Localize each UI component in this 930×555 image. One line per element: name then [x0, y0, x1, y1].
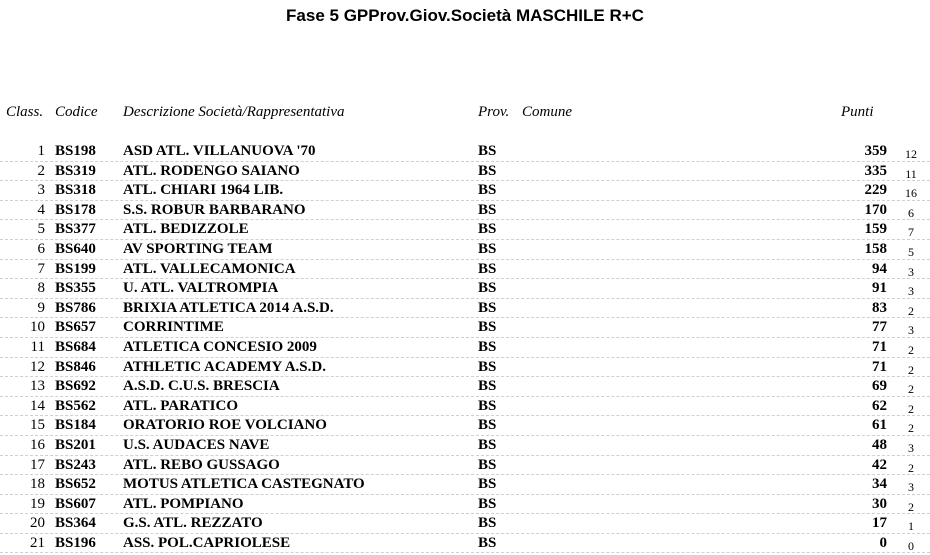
- prov-cell: BS: [478, 417, 497, 434]
- table-row: [0, 495, 930, 515]
- count-cell: 6: [908, 205, 914, 220]
- ranking-table: [0, 142, 930, 553]
- count-cell: 11: [905, 166, 917, 181]
- prov-cell: BS: [478, 397, 497, 414]
- rank-cell: 15: [30, 417, 45, 434]
- prov-cell: BS: [478, 456, 497, 473]
- description-cell: ATL. VALLECAMONICA: [123, 260, 296, 277]
- points-cell: 71: [872, 358, 887, 375]
- rank-cell: 18: [30, 476, 45, 493]
- rank-cell: 19: [30, 495, 45, 512]
- description-cell: U.S. AUDACES NAVE: [123, 436, 270, 453]
- prov-cell: BS: [478, 436, 497, 453]
- count-cell: 3: [908, 323, 914, 338]
- table-row: [0, 260, 930, 280]
- table-row: [0, 201, 930, 221]
- rank-cell: 21: [30, 534, 45, 551]
- rank-cell: 16: [30, 436, 45, 453]
- prov-cell: BS: [478, 201, 497, 218]
- header-prov: Prov.: [478, 104, 510, 120]
- header-description: Descrizione Società/Rappresentativa: [123, 104, 345, 120]
- code-cell: BS319: [55, 162, 96, 179]
- code-cell: BS377: [55, 221, 96, 238]
- count-cell: 0: [908, 538, 914, 553]
- rank-cell: 10: [30, 319, 45, 336]
- code-cell: BS318: [55, 182, 96, 199]
- points-cell: 94: [872, 260, 887, 277]
- description-cell: BRIXIA ATLETICA 2014 A.S.D.: [123, 299, 334, 316]
- rank-cell: 14: [30, 397, 45, 414]
- table-row: [0, 338, 930, 358]
- points-cell: 71: [872, 338, 887, 355]
- prov-cell: BS: [478, 260, 497, 277]
- header-class: Class.: [6, 104, 44, 120]
- rank-cell: 5: [37, 221, 45, 238]
- points-cell: 42: [872, 456, 887, 473]
- prov-cell: BS: [478, 338, 497, 355]
- description-cell: ATL. PARATICO: [123, 397, 239, 414]
- rank-cell: 12: [30, 358, 45, 375]
- points-cell: 34: [872, 476, 887, 493]
- description-cell: ATL. BEDIZZOLE: [123, 221, 249, 238]
- table-row: [0, 162, 930, 182]
- count-cell: 2: [908, 342, 914, 357]
- code-cell: BS684: [55, 338, 96, 355]
- description-cell: ATL. POMPIANO: [123, 495, 244, 512]
- description-cell: ASS. POL.CAPRIOLESE: [123, 534, 291, 551]
- table-row: [0, 240, 930, 260]
- table-row: [0, 397, 930, 417]
- code-cell: BS846: [55, 358, 96, 375]
- count-cell: 3: [908, 480, 914, 495]
- prov-cell: BS: [478, 378, 497, 395]
- code-cell: BS607: [55, 495, 96, 512]
- rank-cell: 11: [30, 338, 45, 355]
- description-cell: ATHLETIC ACADEMY A.S.D.: [123, 358, 326, 375]
- table-row: [0, 475, 930, 495]
- rank-cell: 1: [37, 143, 45, 159]
- rank-cell: 9: [37, 299, 45, 316]
- rank-cell: 17: [30, 456, 45, 473]
- code-cell: BS657: [55, 319, 96, 336]
- prov-cell: BS: [478, 534, 497, 551]
- count-cell: 12: [905, 147, 917, 161]
- header-code: Codice: [55, 104, 98, 120]
- table-row: [0, 456, 930, 476]
- points-cell: 62: [872, 397, 887, 414]
- points-cell: 83: [872, 299, 887, 316]
- rank-cell: 6: [37, 240, 45, 257]
- table-row: [0, 318, 930, 338]
- description-cell: ATL. RODENGO SAIANO: [123, 162, 300, 179]
- count-cell: 3: [908, 284, 914, 299]
- header-punti: Punti: [841, 104, 874, 120]
- rank-cell: 8: [37, 280, 45, 297]
- code-cell: BS364: [55, 515, 96, 532]
- count-cell: 2: [908, 401, 914, 416]
- rank-cell: 3: [37, 182, 45, 199]
- points-cell: 30: [872, 495, 887, 512]
- points-cell: 159: [864, 221, 887, 238]
- prov-cell: BS: [478, 358, 497, 375]
- page-title: Fase 5 GPProv.Giov.Società MASCHILE R+C: [286, 6, 644, 25]
- rank-cell: 4: [37, 201, 45, 218]
- points-cell: 77: [872, 319, 887, 336]
- description-cell: AV SPORTING TEAM: [123, 240, 273, 257]
- prov-cell: BS: [478, 240, 497, 257]
- table-row: [0, 416, 930, 436]
- count-cell: 5: [908, 244, 914, 259]
- code-cell: BS184: [55, 417, 96, 434]
- count-cell: 2: [908, 362, 914, 377]
- table-row: [0, 377, 930, 397]
- points-cell: 91: [872, 280, 887, 297]
- code-cell: BS652: [55, 476, 96, 493]
- count-cell: 2: [908, 460, 914, 475]
- table-row: [0, 181, 930, 201]
- points-cell: 229: [864, 182, 887, 199]
- count-cell: 2: [908, 421, 914, 436]
- code-cell: BS199: [55, 260, 96, 277]
- prov-cell: BS: [478, 143, 497, 159]
- table-row: [0, 358, 930, 378]
- table-row: [0, 142, 930, 162]
- description-cell: ATL. REBO GUSSAGO: [123, 456, 280, 473]
- table-row: [0, 534, 930, 554]
- count-cell: 7: [908, 225, 914, 240]
- points-cell: 17: [872, 515, 887, 532]
- table-row: [0, 299, 930, 319]
- points-cell: 158: [864, 240, 887, 257]
- points-cell: 335: [864, 162, 887, 179]
- description-cell: ASD ATL. VILLANUOVA '70: [123, 143, 316, 159]
- code-cell: BS786: [55, 299, 96, 316]
- count-cell: 3: [908, 264, 914, 279]
- count-cell: 1: [908, 519, 914, 534]
- rank-cell: 20: [30, 515, 45, 532]
- code-cell: BS196: [55, 534, 96, 551]
- prov-cell: BS: [478, 162, 497, 179]
- prov-cell: BS: [478, 280, 497, 297]
- rank-cell: 7: [37, 260, 45, 277]
- count-cell: 2: [908, 303, 914, 318]
- description-cell: S.S. ROBUR BARBARANO: [123, 201, 306, 218]
- description-cell: G.S. ATL. REZZATO: [123, 515, 263, 532]
- count-cell: 2: [908, 382, 914, 397]
- points-cell: 69: [872, 378, 887, 395]
- points-cell: 170: [864, 201, 887, 218]
- prov-cell: BS: [478, 515, 497, 532]
- count-cell: 16: [905, 186, 917, 201]
- prov-cell: BS: [478, 319, 497, 336]
- prov-cell: BS: [478, 299, 497, 316]
- table-row: [0, 514, 930, 534]
- points-cell: 359: [864, 143, 887, 159]
- description-cell: A.S.D. C.U.S. BRESCIA: [123, 378, 280, 395]
- description-cell: ORATORIO ROE VOLCIANO: [123, 417, 327, 434]
- rank-cell: 2: [37, 162, 45, 179]
- header-comune: Comune: [522, 104, 572, 120]
- code-cell: BS243: [55, 456, 96, 473]
- points-cell: 61: [872, 417, 887, 434]
- points-cell: 48: [872, 436, 887, 453]
- description-cell: CORRINTIME: [123, 319, 224, 336]
- code-cell: BS355: [55, 280, 96, 297]
- table-row: [0, 279, 930, 299]
- prov-cell: BS: [478, 182, 497, 199]
- description-cell: U. ATL. VALTROMPIA: [123, 280, 279, 297]
- points-cell: 0: [879, 534, 887, 551]
- table-row: [0, 436, 930, 456]
- prov-cell: BS: [478, 476, 497, 493]
- code-cell: BS201: [55, 436, 96, 453]
- code-cell: BS198: [55, 143, 96, 159]
- table-row: [0, 220, 930, 240]
- rank-cell: 13: [30, 378, 45, 395]
- prov-cell: BS: [478, 221, 497, 238]
- code-cell: BS640: [55, 240, 96, 257]
- count-cell: 2: [908, 499, 914, 514]
- prov-cell: BS: [478, 495, 497, 512]
- code-cell: BS562: [55, 397, 96, 414]
- count-cell: 3: [908, 440, 914, 455]
- description-cell: MOTUS ATLETICA CASTEGNATO: [123, 476, 365, 493]
- code-cell: BS692: [55, 378, 96, 395]
- description-cell: ATL. CHIARI 1964 LIB.: [123, 182, 284, 199]
- code-cell: BS178: [55, 201, 96, 218]
- description-cell: ATLETICA CONCESIO 2009: [123, 338, 317, 355]
